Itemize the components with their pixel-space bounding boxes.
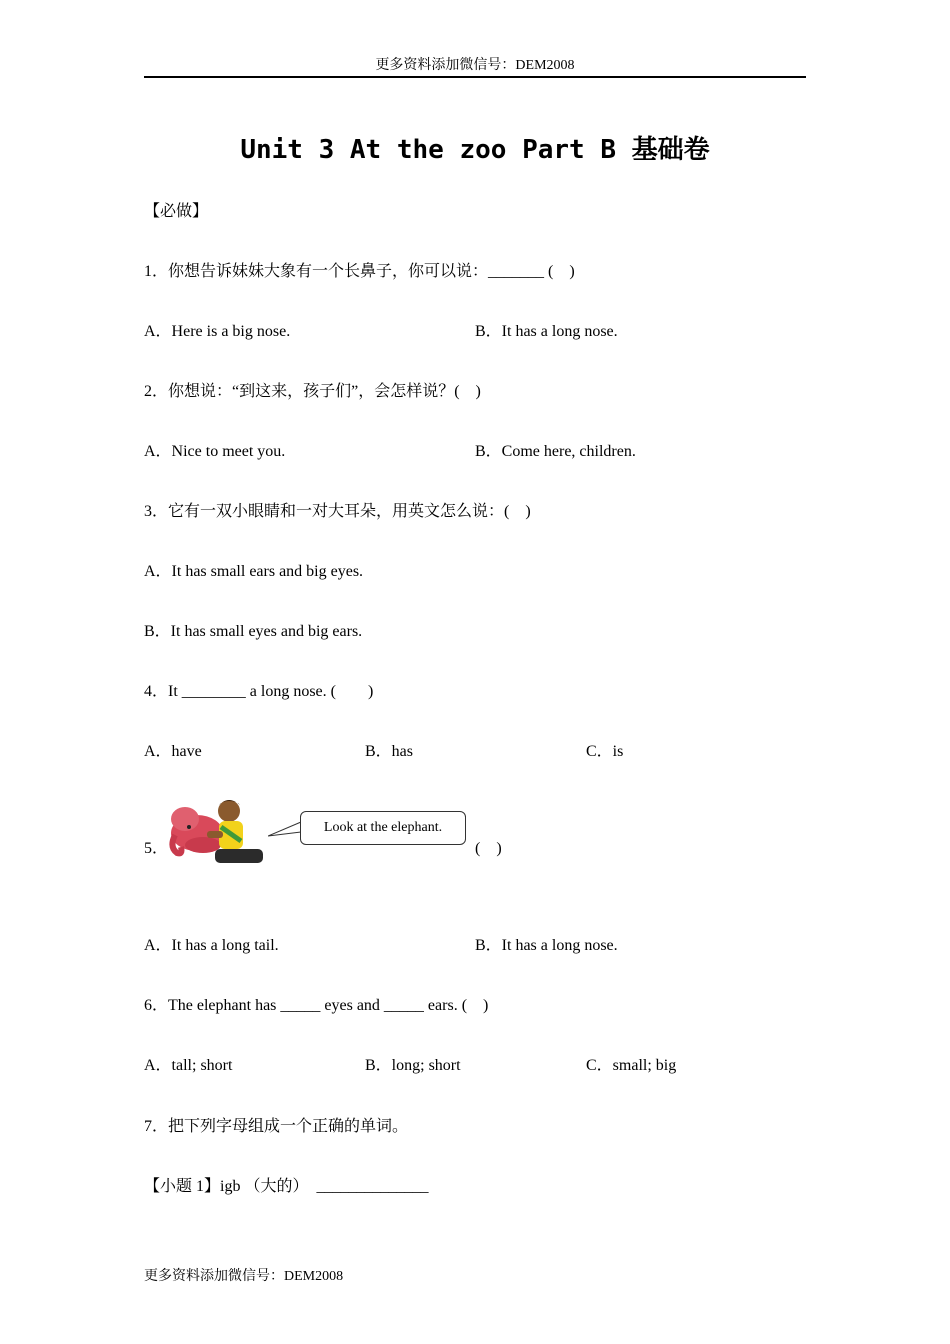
question-4-option-c: C．is — [586, 743, 624, 760]
boy-with-elephant-toy-illustration — [167, 797, 267, 871]
question-7-subquestion-1: 【小题 1】igb （大的） ______________ — [144, 1178, 429, 1195]
question-2-option-b: B．Come here, children. — [475, 443, 636, 460]
question-4-option-a: A．have — [144, 743, 202, 760]
question-3-option-b: B．It has small eyes and big ears. — [144, 623, 363, 640]
question-3-option-a: A．It has small ears and big eyes. — [144, 563, 364, 580]
speech-bubble: Look at the elephant. — [300, 811, 466, 845]
question-5-number: 5． — [144, 840, 169, 857]
question-3-stem: 3．它有一双小眼睛和一对大耳朵，用英文怎么说：( ) — [144, 503, 531, 520]
question-1-option-b: B．It has a long nose. — [475, 323, 618, 340]
question-6-option-a: A．tall; short — [144, 1057, 233, 1074]
page-footer: 更多资料添加微信号：DEM2008 — [144, 1269, 344, 1284]
question-4-option-b: B．has — [365, 743, 414, 760]
page-title: Unit 3 At the zoo Part B 基础卷 — [240, 135, 710, 165]
question-6-stem: 6．The elephant has _____ eyes and _____ ears. ( ) — [144, 997, 489, 1014]
header-rule — [144, 76, 806, 78]
question-6-option-b: B．long; short — [365, 1057, 461, 1074]
speech-bubble-tail — [268, 818, 302, 840]
question-5-option-a: A．It has a long tail. — [144, 937, 279, 954]
question-7-stem: 7．把下列字母组成一个正确的单词。 — [144, 1118, 409, 1135]
question-5-answer-paren: ( ) — [475, 840, 502, 857]
question-4-stem: 4．It ________ a long nose. ( ) — [144, 683, 374, 700]
question-2-stem: 2．你想说：“到这来，孩子们”，会怎样说？( ) — [144, 383, 481, 400]
page-header: 更多资料添加微信号：DEM2008 — [375, 58, 575, 73]
question-2-option-a: A．Nice to meet you. — [144, 443, 286, 460]
question-5-option-b: B．It has a long nose. — [475, 937, 618, 954]
section-label: 【必做】 — [144, 203, 209, 220]
question-1-stem: 1．你想告诉妹妹大象有一个长鼻子，你可以说：_______ ( ) — [144, 263, 575, 280]
question-6-option-c: C．small; big — [586, 1057, 677, 1074]
question-1-option-a: A．Here is a big nose. — [144, 323, 291, 340]
